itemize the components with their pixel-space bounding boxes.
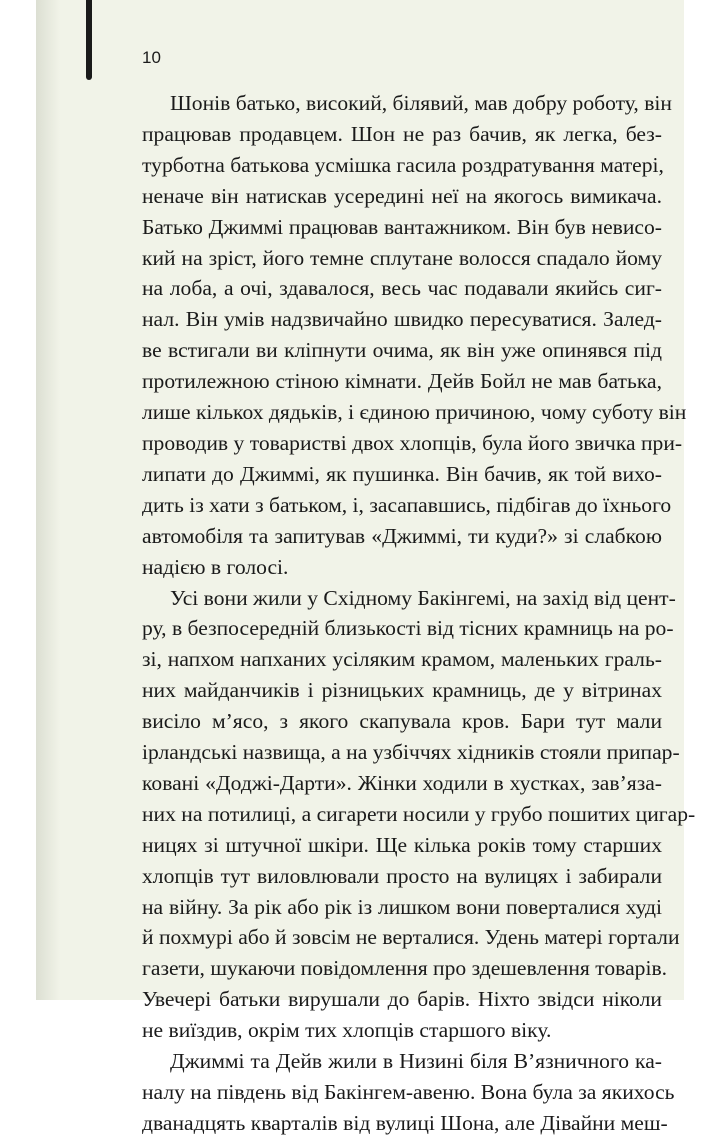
text-line: працював продавцем. Шон не раз бачив, як легка, без- bbox=[142, 121, 662, 146]
text-line: автомобіля та запитував «Джиммі, ти куди?» зі слабкою bbox=[142, 523, 662, 548]
text-line: проводив у товаристві двох хлопців, була його звичка при- bbox=[142, 430, 683, 455]
text-line: ве встигали ви кліпнути очима, як він уже опинявся під bbox=[142, 338, 662, 363]
binding-shadow bbox=[36, 0, 60, 1000]
paragraph-3 bbox=[142, 1046, 675, 1139]
text-line: на війну. За рік або рік із лишком вони поверталися худі bbox=[142, 894, 662, 919]
text-line: лише кількох дядьків, і єдиною причиною, чому суботу він bbox=[142, 400, 687, 425]
text-line: не виїздив, окрім тих хлопців старшого віку. bbox=[142, 1018, 552, 1043]
text-line: й похмурі або й зовсім не верталися. Удень матері гортали bbox=[142, 925, 680, 950]
text-line: на лоба, а очі, здавалося, весь час подавали якийсь сиг- bbox=[142, 276, 662, 301]
text-line: них майданчиків і різницьких крамниць, де у вітринах bbox=[142, 678, 662, 703]
page-number: 10 bbox=[142, 48, 161, 67]
text-line: Увечері батьки вирушали до барів. Ніхто звідси ніколи bbox=[142, 987, 662, 1012]
text-line: висіло м’ясо, з якого скапувала кров. Бари тут мали bbox=[142, 709, 662, 734]
text-line: неначе він натискав усередині неї на якогось вимикача. bbox=[142, 183, 662, 208]
text-line: налу на південь від Бакінгем-авеню. Вона була за якихось bbox=[142, 1080, 675, 1104]
text-line: липати до Джиммі, як пушинка. Він бачив, як той вихо- bbox=[142, 461, 662, 486]
book-page bbox=[36, 0, 696, 1135]
text-line: ірландські назвища, а на узбіччях хідників стояли припар- bbox=[142, 740, 680, 765]
text-line: Усі вони жили у Східному Бакінгемі, на захід від цент- bbox=[170, 585, 676, 610]
binding-edge bbox=[86, 0, 92, 80]
text-line: газети, шукаючи повідомлення про здешевлення товарів. bbox=[142, 956, 668, 981]
text-line: дванадцять кварталів від вулиці Шона, але Дівайни меш- bbox=[142, 1110, 668, 1135]
paragraph-1 bbox=[142, 88, 687, 583]
text-line: дить із хати з батьком, і, засапавшись, підбігав до їхнього bbox=[142, 492, 672, 517]
text-line: ру, в безпосередній близькості від тісних крамниць на ро- bbox=[142, 616, 674, 641]
text-line: нал. Він умів надзвичайно швидко пересуватися. Залед- bbox=[142, 307, 662, 332]
text-line: зі, напхом напханих усіляким крамом, маленьких граль- bbox=[142, 647, 662, 672]
paragraph-2 bbox=[142, 583, 696, 1047]
text-line: протилежною стіною кімнати. Дейв Бойл не мав батька, bbox=[142, 369, 662, 394]
text-line: надією в голосі. bbox=[142, 554, 289, 579]
text-line: них на потилиці, а сигарети носили у грубо пошитих цигар- bbox=[142, 801, 696, 826]
text-line: кий на зріст, його темне сплутане волосся спадало йому bbox=[142, 245, 662, 270]
text-line: Шонів батько, високий, білявий, мав добру роботу, він bbox=[170, 91, 672, 115]
text-line: ковані «Доджі-Дарти». Жінки ходили в хустках, зав’яза- bbox=[142, 770, 662, 795]
body-text bbox=[142, 88, 696, 1139]
text-line: ницях зі штучної шкіри. Ще кілька років тому старших bbox=[142, 832, 662, 857]
text-line: хлопців тут виловлювали просто на вулицях і забирали bbox=[142, 863, 662, 888]
text-line: Джиммі та Дейв жили в Низині біля В’язничного ка- bbox=[170, 1049, 662, 1074]
text-line: Батько Джиммі працював вантажником. Він був невисо- bbox=[142, 214, 662, 239]
text-line: турботна батькова усмішка гасила роздратування матері, bbox=[142, 152, 664, 177]
